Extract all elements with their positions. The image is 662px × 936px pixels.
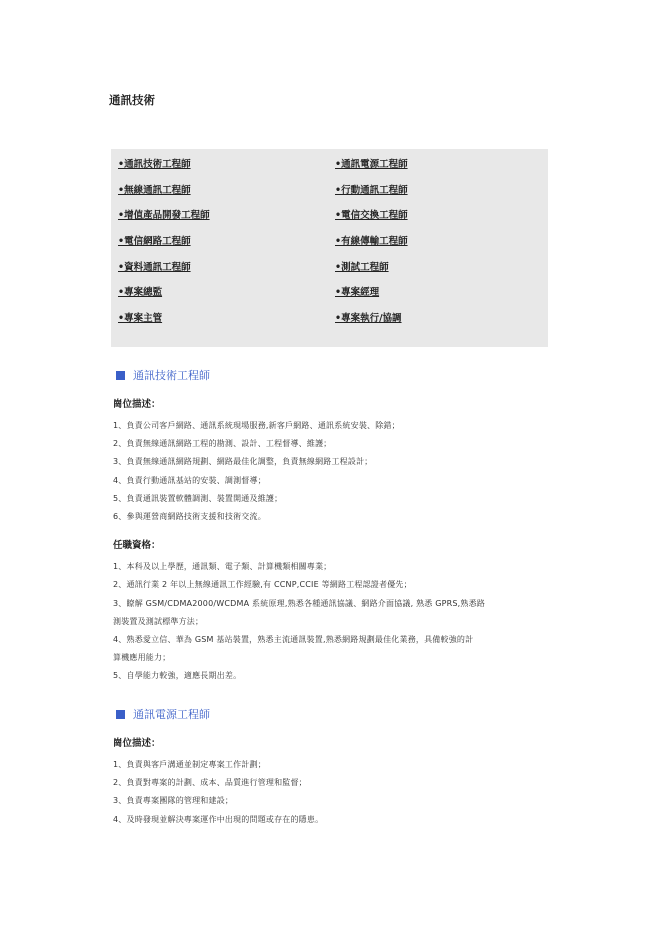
requirement-line: 2、通訊行業 2 年以上無線通訊工作經驗,有 CCNP,CCIE 等網路工程認證者優先； [113, 580, 412, 590]
blue-square-icon [116, 710, 125, 719]
requirement-line: 測裝置及測試標準方法； [113, 616, 204, 626]
duty-line: 6、參與運營商網路技術支援和技術交流。 [113, 512, 266, 522]
requirement-line: 3、瞭解 GSM/CDMA2000/WCDMA 系統原理,熟悉各種通訊協議、網路介面協議, 熟悉 GPRS,熟悉路 [113, 598, 486, 608]
requirements-label: 任職資格： [113, 540, 161, 552]
job-link-vas-dev-engineer[interactable]: •增值產品開發工程師 [118, 210, 210, 222]
section-telecom-power-engineer [113, 706, 553, 829]
job-index-left-column [118, 157, 210, 337]
job-link-project-coordinator[interactable]: •專案執行/協調 [335, 313, 402, 325]
duties-label: 崗位描述： [113, 738, 161, 749]
duty-line: 1、負責與客戶溝通並制定專案工作計劃； [113, 760, 266, 769]
duty-line: 4、及時發現並解決專案運作中出現的問題或存在的隱患。 [113, 814, 324, 824]
job-link-telecom-power-engineer[interactable]: •通訊電源工程師 [335, 159, 408, 170]
duty-line: 3、負責專案團隊的管理和建設； [113, 796, 234, 806]
section-heading [113, 367, 553, 383]
duty-line: 2、負責對專案的計劃、成本、品質進行管理和監督； [113, 778, 307, 788]
duties-label: 崗位描述： [113, 399, 161, 410]
job-link-project-manager[interactable]: •專案經理 [335, 287, 380, 299]
requirement-line: 算機應用能力； [113, 653, 171, 663]
duty-line: 1、負責公司客戶網路、通訊系統現場服務,新客戶網路、通訊系統安裝、除錯； [113, 421, 400, 430]
duty-line: 5、負責通訊裝置軟體調測、裝置開通及維護； [113, 493, 283, 503]
requirement-line: 1、本科及以上學歷，通訊類、電子類、計算機類相關專業； [113, 562, 332, 572]
blue-square-icon [116, 371, 125, 380]
job-link-switching-engineer[interactable]: •電信交換工程師 [335, 210, 408, 222]
job-link-data-comm-engineer[interactable]: •資料通訊工程師 [118, 261, 191, 273]
requirement-line: 5、自學能力較強，適應長期出差。 [113, 671, 242, 681]
page-title: 通訊技術 [109, 93, 155, 107]
job-link-wired-transmission-engineer[interactable]: •有線傳輸工程師 [335, 236, 408, 248]
section-title: 通訊電源工程師 [133, 708, 210, 721]
section-heading [113, 706, 553, 722]
job-link-test-engineer[interactable]: •測試工程師 [335, 261, 389, 273]
requirement-line: 4、熟悉愛立信、華為 GSM 基站裝置，熟悉主流通訊裝置,熟悉網路規劃最佳化業務，具備較強的計 [113, 635, 474, 645]
job-link-telecom-tech-engineer[interactable]: •通訊技術工程師 [118, 159, 191, 170]
job-link-telecom-network-engineer[interactable]: •電信網路工程師 [118, 236, 191, 248]
job-link-mobile-comm-engineer[interactable]: •行動通訊工程師 [335, 184, 408, 196]
duty-line: 2、負責無線通訊網路工程的勘測、設計、工程督導、維護； [113, 439, 332, 449]
section-title: 通訊技術工程師 [133, 369, 210, 382]
job-link-wireless-engineer[interactable]: •無線通訊工程師 [118, 184, 191, 196]
job-link-project-supervisor[interactable]: •專案主管 [118, 313, 163, 325]
section-telecom-tech-engineer [113, 367, 553, 686]
duty-line: 4、負責行動通訊基站的安裝、調測督導； [113, 475, 266, 485]
job-index-box [111, 149, 548, 347]
job-index-right-column [335, 157, 408, 337]
duty-line: 3、負責無線通訊網路規劃、網路最佳化調整，負責無線網路工程設計； [113, 457, 373, 467]
job-link-project-director[interactable]: •專案總監 [118, 287, 163, 299]
